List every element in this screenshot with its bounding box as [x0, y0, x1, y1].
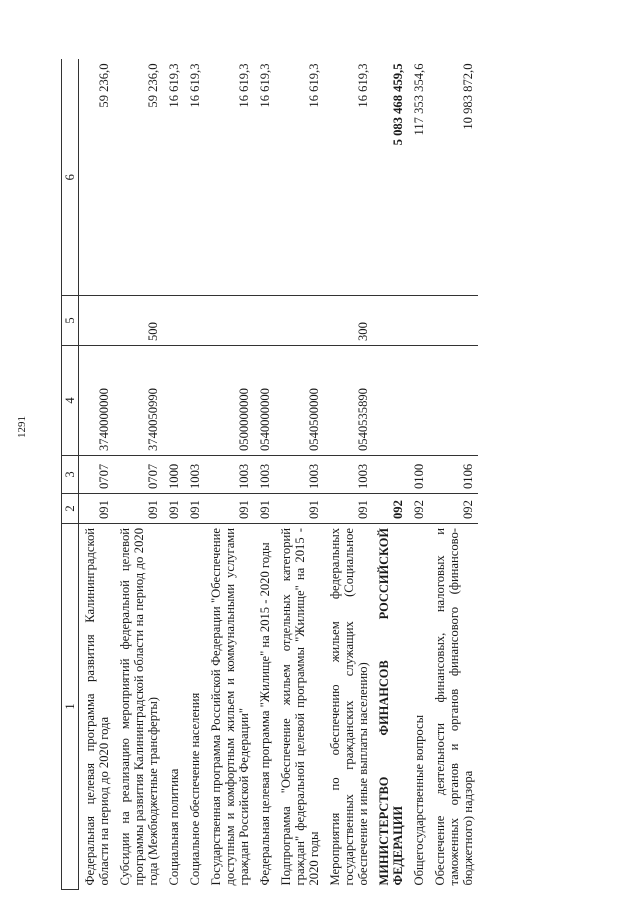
- target-article: [408, 346, 429, 456]
- expense-type: [163, 296, 184, 346]
- row-name: Федеральная целевая программа "Жилище" на 2015 - 2020 годы: [254, 524, 275, 890]
- admin-code: 092: [429, 494, 478, 524]
- admin-code: 091: [254, 494, 275, 524]
- header-row: [62, 60, 79, 890]
- budget-table: [61, 60, 478, 891]
- expense-type: 500: [114, 296, 163, 346]
- row-name: Общегосударственные вопросы: [408, 524, 429, 890]
- admin-code: 091: [205, 494, 254, 524]
- target-article: 3740050990: [114, 346, 163, 456]
- expense-type: [254, 296, 275, 346]
- section-code: 0100: [408, 456, 429, 494]
- expense-type: [79, 296, 115, 346]
- row-name: Обеспечение деятельности финансовых, налоговых и таможенных органов и органов финансового (финансово-бюджетного) надзора: [429, 524, 478, 890]
- row-name: МИНИСТЕРСТВО ФИНАНСОВ РОССИЙСКОЙ ФЕДЕРАЦИИ: [373, 524, 408, 890]
- table-row: [114, 60, 163, 890]
- admin-code: 091: [163, 494, 184, 524]
- target-article: 0500000000: [205, 346, 254, 456]
- table-row: [275, 60, 324, 890]
- target-article: 0540500000: [275, 346, 324, 456]
- amount: 16 619,3: [307, 63, 321, 108]
- row-name: Социальное обеспечение населения: [184, 524, 205, 890]
- amount: 59 236,0: [97, 63, 111, 108]
- table-row: [163, 60, 184, 890]
- target-article: [429, 346, 478, 456]
- expense-type: [205, 296, 254, 346]
- row-name: Мероприятия по обеспечению жильем федеральных государственных гражданских служащих (Социальное обеспечение и иные выплаты населению): [324, 524, 373, 890]
- amount: 10 983 872,0: [461, 63, 475, 130]
- amount: 16 619,3: [188, 63, 202, 108]
- column-header-4: 4: [62, 346, 79, 456]
- section-code: 1003: [205, 456, 254, 494]
- row-name: Подпрограмма "Обеспечение жильем отдельных категорий граждан" федеральной целевой программы "Жилище" на 2015 - 2020 годы: [275, 524, 324, 890]
- section-code: 1003: [275, 456, 324, 494]
- section-code: 0707: [79, 456, 115, 494]
- target-article: [373, 346, 408, 456]
- table-row: [254, 60, 275, 890]
- row-name: Федеральная целевая программа развития Калининградской области на период до 2020 года: [79, 524, 115, 890]
- table-row: [324, 60, 373, 890]
- section-code: 1003: [324, 456, 373, 494]
- table-header: [62, 60, 79, 890]
- row-name: Субсидии на реализацию мероприятий федеральной целевой программы развития Калининградской области на период до 2020 года (Межбюджетные трансферты): [114, 524, 163, 890]
- amount: 5 083 468 459,5: [391, 63, 405, 146]
- amount: 16 619,3: [258, 63, 272, 108]
- target-article: 0540535890: [324, 346, 373, 456]
- target-article: [163, 346, 184, 456]
- table-row: [408, 60, 429, 890]
- target-article: 0540000000: [254, 346, 275, 456]
- admin-code: 091: [324, 494, 373, 524]
- expense-type: [408, 296, 429, 346]
- table-row: [429, 60, 478, 890]
- section-code: [373, 456, 408, 494]
- table-body: [79, 60, 479, 890]
- expense-type: 300: [324, 296, 373, 346]
- target-article: 3740000000: [79, 346, 115, 456]
- admin-code: 092: [373, 494, 408, 524]
- row-name: Государственная программа Российской Федерации "Обеспечение доступным и комфортным жильем и коммунальными услугами граждан Российской Федерации": [205, 524, 254, 890]
- target-article: [184, 346, 205, 456]
- expense-type: [429, 296, 478, 346]
- admin-code: 091: [275, 494, 324, 524]
- admin-code: 092: [408, 494, 429, 524]
- admin-code: 091: [79, 494, 115, 524]
- section-code: 1003: [184, 456, 205, 494]
- column-header-3: 3: [62, 456, 79, 494]
- amount: 59 236,0: [146, 63, 160, 108]
- table-row: [205, 60, 254, 890]
- page-number: 1291: [16, 416, 28, 438]
- section-code: 0106: [429, 456, 478, 494]
- table-row: [373, 60, 408, 890]
- admin-code: 091: [184, 494, 205, 524]
- column-header-5: 5: [62, 296, 79, 346]
- section-code: 1000: [163, 456, 184, 494]
- budget-table-rotated: [61, 60, 531, 890]
- expense-type: [184, 296, 205, 346]
- expense-type: [373, 296, 408, 346]
- column-header-2: 2: [62, 494, 79, 524]
- column-header-6: 6: [62, 60, 79, 296]
- row-name: Социальная политика: [163, 524, 184, 890]
- amount: 16 619,3: [167, 63, 181, 108]
- section-code: 1003: [254, 456, 275, 494]
- expense-type: [275, 296, 324, 346]
- amount: 117 353 354,6: [412, 63, 426, 136]
- amount: 16 619,3: [356, 63, 370, 108]
- amount: 16 619,3: [237, 63, 251, 108]
- column-header-1: 1: [62, 524, 79, 890]
- admin-code: 091: [114, 494, 163, 524]
- section-code: 0707: [114, 456, 163, 494]
- table-row: [79, 60, 115, 890]
- table-row: [184, 60, 205, 890]
